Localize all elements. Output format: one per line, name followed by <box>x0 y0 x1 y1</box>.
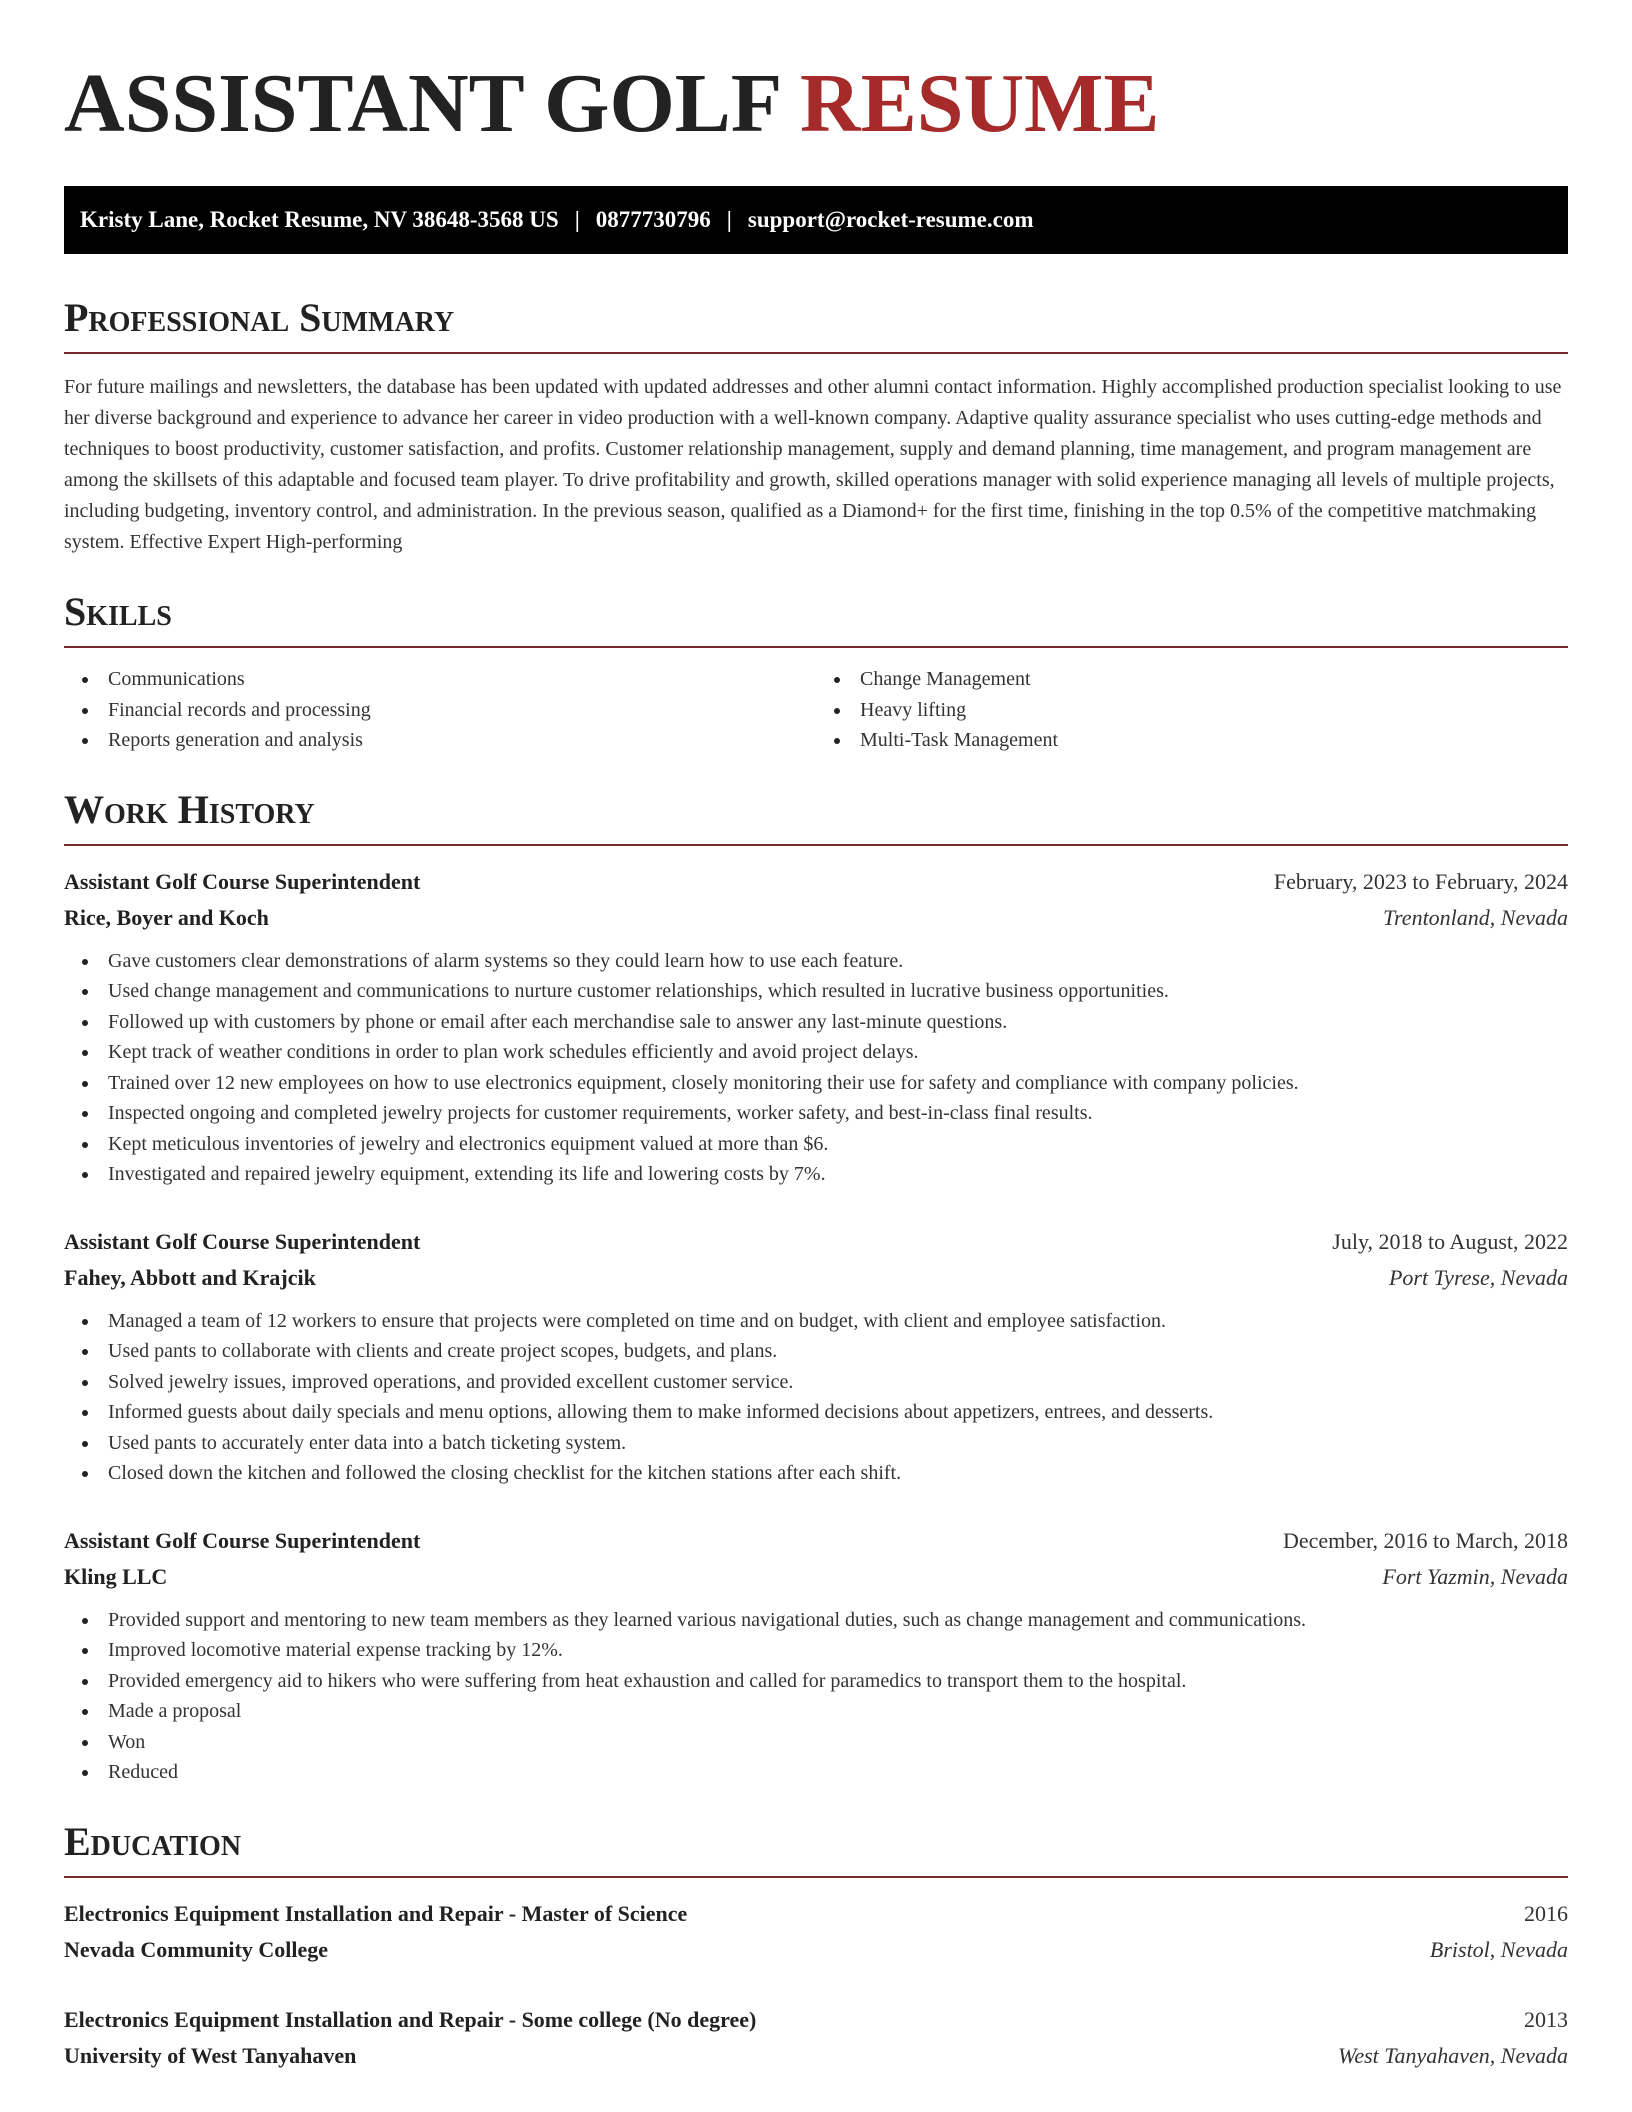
section-divider <box>64 646 1568 648</box>
job-bullets <box>64 1306 1568 1489</box>
education-header <box>64 2002 1568 2038</box>
job-entry <box>64 1224 1568 1489</box>
contact-address: Kristy Lane, Rocket Resume, NV 38648-3568 US <box>80 207 559 232</box>
job-company: Kling LLC <box>64 1563 168 1589</box>
education-degree: Electronics Equipment Installation and Repair - Some college (No degree) <box>64 2006 757 2032</box>
education-header <box>64 1896 1568 1932</box>
job-bullet: Provided emergency aid to hikers who were suffering from heat exhaustion and called for paramedics to transport them to the hospital. <box>108 1666 1568 1697</box>
job-bullet: Trained over 12 new employees on how to use electronics equipment, closely monitoring their use for safety and compliance with company policies. <box>108 1068 1568 1099</box>
job-location: Port Tyrese, Nevada <box>1388 1264 1568 1290</box>
job-entry <box>64 864 1568 1190</box>
title-lead: ASSISTANT GOLF <box>64 57 780 150</box>
education-subheader <box>64 2038 1568 2074</box>
job-bullet: Inspected ongoing and completed jewelry projects for customer requirements, worker safety, and best-in-class final results. <box>108 1098 1568 1129</box>
contact-separator: | <box>574 207 580 232</box>
skill-item: Financial records and processing <box>108 695 816 726</box>
summary-heading: Professional Summary <box>64 295 455 340</box>
contact-phone: 0877730796 <box>595 207 711 232</box>
job-title: Assistant Golf Course Superintendent <box>64 1228 421 1254</box>
education-location: West Tanyahaven, Nevada <box>1338 2042 1568 2068</box>
section-divider <box>64 352 1568 354</box>
education-year: 2016 <box>1524 1900 1568 1926</box>
job-bullet: Used pants to collaborate with clients and create project scopes, budgets, and plans. <box>108 1336 1568 1367</box>
job-title: Assistant Golf Course Superintendent <box>64 868 421 894</box>
job-bullet: Closed down the kitchen and followed the closing checklist for the kitchen stations after each shift. <box>108 1458 1568 1489</box>
job-bullet: Made a proposal <box>108 1696 1568 1727</box>
job-dates: February, 2023 to February, 2024 <box>1273 868 1568 894</box>
skills-section <box>64 588 1568 756</box>
job-bullets <box>64 946 1568 1190</box>
job-subheader <box>64 1260 1568 1296</box>
job-subheader <box>64 900 1568 936</box>
contact-email[interactable]: support@rocket-resume.com <box>747 207 1034 232</box>
title-accent: RESUME <box>800 57 1160 150</box>
job-list <box>64 864 1568 1788</box>
job-company: Fahey, Abbott and Krajcik <box>64 1264 316 1290</box>
education-heading: Education <box>64 1818 242 1864</box>
resume-page <box>64 0 1568 2074</box>
skills-list-left <box>64 664 816 756</box>
job-bullets <box>64 1605 1568 1788</box>
education-school: Nevada Community College <box>64 1936 328 1962</box>
job-header <box>64 864 1568 900</box>
skill-item: Change Management <box>860 664 1568 695</box>
education-school: University of West Tanyahaven <box>64 2042 357 2068</box>
skill-item: Reports generation and analysis <box>108 725 816 756</box>
job-bullet: Won <box>108 1727 1568 1758</box>
contact-separator: | <box>726 207 732 232</box>
job-header <box>64 1523 1568 1559</box>
job-dates: July, 2018 to August, 2022 <box>1332 1228 1568 1254</box>
education-year: 2013 <box>1524 2006 1568 2032</box>
job-location: Fort Yazmin, Nevada <box>1382 1563 1568 1589</box>
education-list <box>64 1896 1568 2074</box>
education-entry <box>64 1896 1568 1968</box>
job-company: Rice, Boyer and Koch <box>64 904 269 930</box>
skills-columns <box>64 664 1568 756</box>
job-header <box>64 1224 1568 1260</box>
job-bullet: Used pants to accurately enter data into a batch ticketing system. <box>108 1428 1568 1459</box>
job-bullet: Gave customers clear demonstrations of alarm systems so they could learn how to use each feature. <box>108 946 1568 977</box>
skill-item: Multi-Task Management <box>860 725 1568 756</box>
section-divider <box>64 844 1568 846</box>
job-bullet: Solved jewelry issues, improved operations, and provided excellent customer service. <box>108 1367 1568 1398</box>
summary-section <box>64 294 1568 558</box>
job-entry <box>64 1523 1568 1788</box>
contact-bar <box>64 186 1568 254</box>
work-heading: Work History <box>64 786 315 832</box>
education-degree: Electronics Equipment Installation and Repair - Master of Science <box>64 1900 688 1926</box>
job-bullet: Investigated and repaired jewelry equipment, extending its life and lowering costs by 7%. <box>108 1159 1568 1190</box>
job-bullet: Informed guests about daily specials and menu options, allowing them to make informed decisions about appetizers, entrees, and desserts. <box>108 1397 1568 1428</box>
job-bullet: Managed a team of 12 workers to ensure that projects were completed on time and on budget, with client and employee satisfaction. <box>108 1306 1568 1337</box>
job-subheader <box>64 1559 1568 1595</box>
job-bullet: Kept meticulous inventories of jewelry and electronics equipment valued at more than $6. <box>108 1129 1568 1160</box>
education-entry <box>64 2002 1568 2074</box>
education-location: Bristol, Nevada <box>1429 1936 1568 1962</box>
job-bullet: Kept track of weather conditions in order to plan work schedules efficiently and avoid project delays. <box>108 1037 1568 1068</box>
job-bullet: Reduced <box>108 1757 1568 1788</box>
job-location: Trentonland, Nevada <box>1383 904 1568 930</box>
skill-item: Communications <box>108 664 816 695</box>
job-bullet: Used change management and communications to nurture customer relationships, which resulted in lucrative business opportunities. <box>108 976 1568 1007</box>
job-bullet: Improved locomotive material expense tracking by 12%. <box>108 1635 1568 1666</box>
section-divider <box>64 1876 1568 1878</box>
skill-item: Heavy lifting <box>860 695 1568 726</box>
education-subheader <box>64 1932 1568 1968</box>
resume-title <box>64 56 1568 152</box>
work-section <box>64 786 1568 1788</box>
job-title: Assistant Golf Course Superintendent <box>64 1527 421 1553</box>
skills-list-right <box>816 664 1568 756</box>
job-dates: December, 2016 to March, 2018 <box>1282 1527 1568 1553</box>
job-bullet: Followed up with customers by phone or email after each merchandise sale to answer any last-minute questions. <box>108 1007 1568 1038</box>
summary-text: For future mailings and newsletters, the database has been updated with updated addresses and other alumni contact information. Highly accomplished production specialist looking to use her diverse background and experience to advance her career in video production with a well-known company. Adaptive quality assurance specialist who uses cutting-edge methods and techniques to boost productivity, customer satisfaction, and profits. Customer relationship management, supply and demand planning, time management, and program management are among the skillsets of this adaptable and focused team player. To drive profitability and growth, skilled operations manager with solid experience managing all levels of multiple projects, including budgeting, inventory control, and administration. In the previous season, qualified as a Diamond+ for the first time, finishing in the top 0.5% of the competitive matchmaking system. Effective Expert High-performing <box>64 376 1562 553</box>
skills-heading: Skills <box>64 589 172 634</box>
job-bullet: Provided support and mentoring to new team members as they learned various navigational duties, such as change management and communications. <box>108 1605 1568 1636</box>
education-section <box>64 1818 1568 2074</box>
